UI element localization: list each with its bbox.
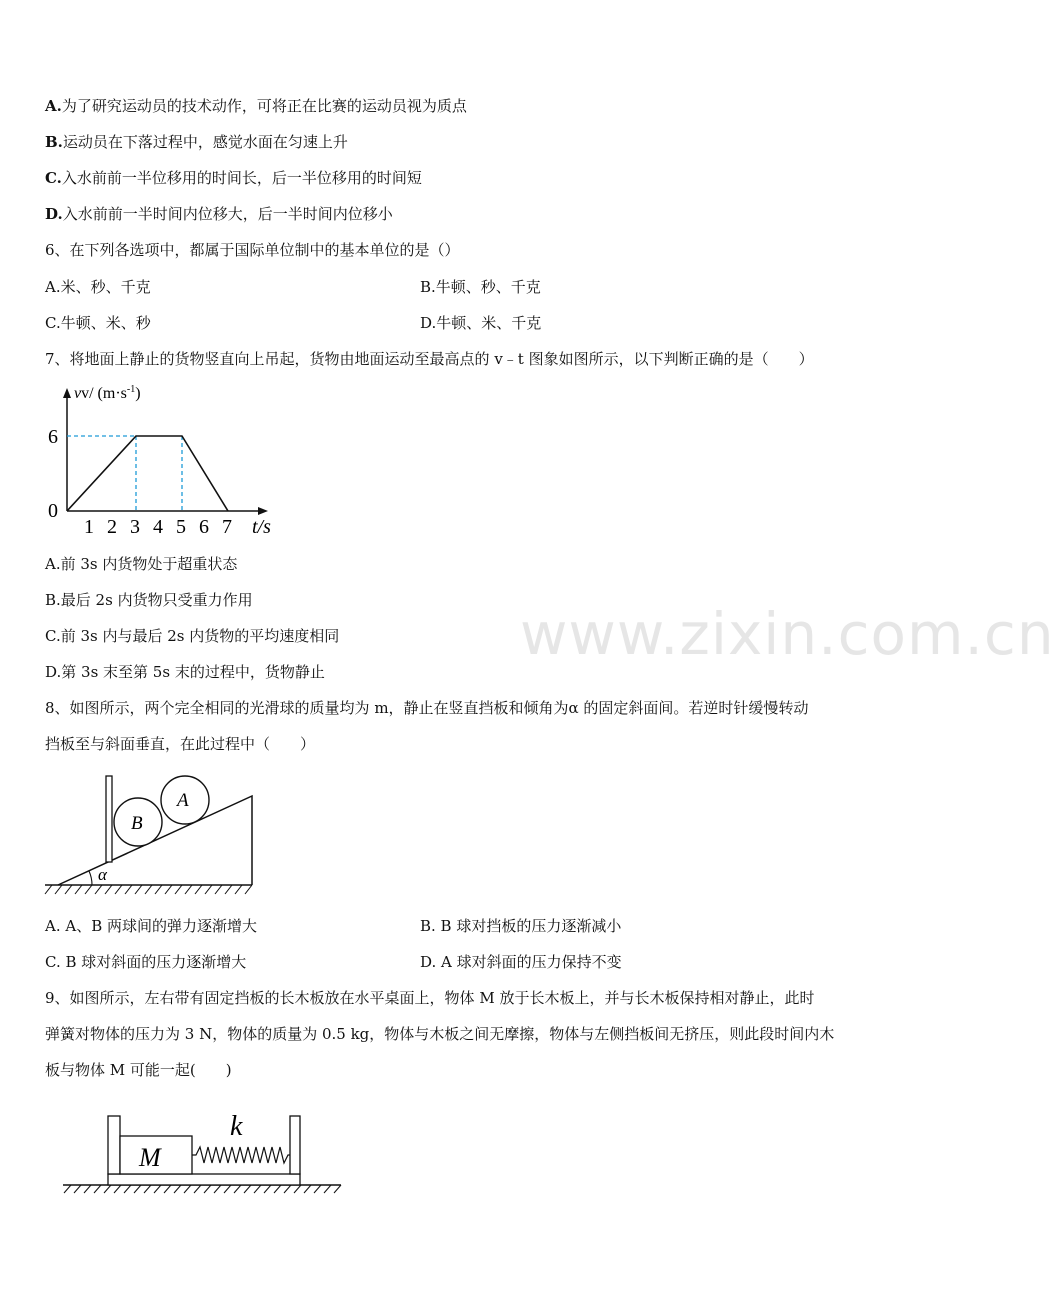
velocity-line [67, 436, 228, 511]
q6-option-b: B.牛顿、秒、千克 [420, 278, 541, 296]
table-hatch [64, 1185, 341, 1193]
q5-option-c-text: 入水前前一半位移用的时间长，后一半位移用的时间短 [61, 169, 422, 187]
ball-b-label: B [131, 813, 143, 834]
q8-option-c: C. B 球对斜面的压力逐渐增大 [45, 953, 247, 971]
y-tick-label: 6 [48, 426, 58, 448]
q8-option-a: A. A、B 两球间的弹力逐渐增大 [45, 917, 257, 935]
ball-a-label: A [177, 790, 189, 811]
y-axis-label-end: ) [135, 385, 141, 402]
spring [192, 1147, 290, 1163]
y-axis-arrow [63, 388, 71, 398]
angle-label: α [98, 865, 107, 884]
q5-option-b-text: 运动员在下落过程中，感觉水面在匀速上升 [62, 133, 348, 151]
watermark: www.zixin.com.cn [520, 600, 1055, 668]
q5-option-c [45, 168, 422, 188]
q8-stem-line2: 挡板至与斜面垂直，在此过程中（ ） [45, 735, 316, 753]
left-stop [108, 1116, 120, 1174]
q5-option-a [45, 96, 467, 116]
q5-option-d-text: 入水前前一半时间内位移大，后一半时间内位移小 [62, 205, 393, 223]
origin-label: 0 [48, 500, 58, 522]
ground-hatch [45, 885, 252, 894]
q8-option-b: B. B 球对挡板的压力逐渐减小 [420, 917, 622, 935]
x-tick-label: 3 [130, 516, 140, 538]
q5-option-d-letter: D. [45, 205, 63, 223]
incline-diagram [40, 770, 280, 900]
q6-option-a: A.米、秒、千克 [45, 278, 151, 296]
q5-option-d [45, 204, 393, 224]
y-axis-label-text: v/ (m·s [81, 385, 127, 402]
q7-stem: 7、将地面上静止的货物竖直向上吊起，货物由地面运动至最高点的 v﹣t 图象如图所示，以下判断正确的是（ ） [45, 350, 814, 368]
q5-option-c-letter: C. [45, 169, 62, 187]
y-axis-label: vv/ $(m\cdot s^{-1})$ [74, 384, 141, 402]
q9-stem-line2: 弹簧对物体的压力为 3 N，物体的质量为 0.5 kg，物体与木板之间无摩擦，物体与左侧挡板间无挤压，则此段时间内木 [45, 1025, 835, 1043]
q9-stem-line3: 板与物体 M 可能一起( ) [45, 1061, 232, 1079]
q8-option-d: D. A 球对斜面的压力保持不变 [420, 953, 622, 971]
x-axis-label: t/s [252, 516, 271, 538]
q8-stem-line1: 8、如图所示，两个完全相同的光滑球的质量均为 m，静止在竖直挡板和倾角为α 的固定斜面间。若逆时针缓慢转动 [45, 699, 809, 717]
vertical-board [106, 776, 112, 862]
q7-option-b: B.最后 2s 内货物只受重力作用 [45, 591, 253, 609]
q7-option-d: D.第 3s 末至第 5s 末的过程中，货物静止 [45, 663, 325, 681]
x-tick-label: 7 [222, 516, 232, 538]
x-tick-label: 1 [84, 516, 94, 538]
q6-option-c: C.牛顿、米、秒 [45, 314, 151, 332]
x-tick-label: 2 [107, 516, 117, 538]
spring-label: k [230, 1111, 243, 1142]
long-board [108, 1174, 300, 1185]
dashed-guides [67, 436, 182, 511]
block-m-label: M [139, 1143, 161, 1172]
q6-stem: 6、在下列各选项中，都属于国际单位制中的基本单位的是（） [45, 241, 460, 259]
spring-diagram [55, 1105, 355, 1200]
q5-option-a-text: 为了研究运动员的技术动作，可将正在比赛的运动员视为质点 [61, 97, 467, 115]
angle-arc [89, 871, 92, 885]
q5-option-a-letter: A. [45, 97, 62, 115]
x-tick-labels [84, 516, 232, 538]
q6-option-d: D.牛顿、米、千克 [420, 314, 542, 332]
q5-option-b [45, 132, 348, 152]
x-axis-arrow [258, 507, 268, 515]
x-tick-label: 4 [153, 516, 163, 538]
q7-option-c: C.前 3s 内与最后 2s 内货物的平均速度相同 [45, 627, 340, 645]
y-axis-label-sup: -1 [126, 384, 136, 395]
x-tick-label: 5 [176, 516, 186, 538]
q7-option-a: A.前 3s 内货物处于超重状态 [45, 555, 238, 573]
x-tick-label: 6 [199, 516, 209, 538]
q9-stem-line1: 9、如图所示，左右带有固定挡板的长木板放在水平桌面上，物体 M 放于长木板上，并与长木板保持相对静止，此时 [45, 989, 815, 1007]
vt-chart [40, 378, 290, 543]
q5-option-b-letter: B. [45, 133, 63, 151]
right-stop [290, 1116, 300, 1174]
